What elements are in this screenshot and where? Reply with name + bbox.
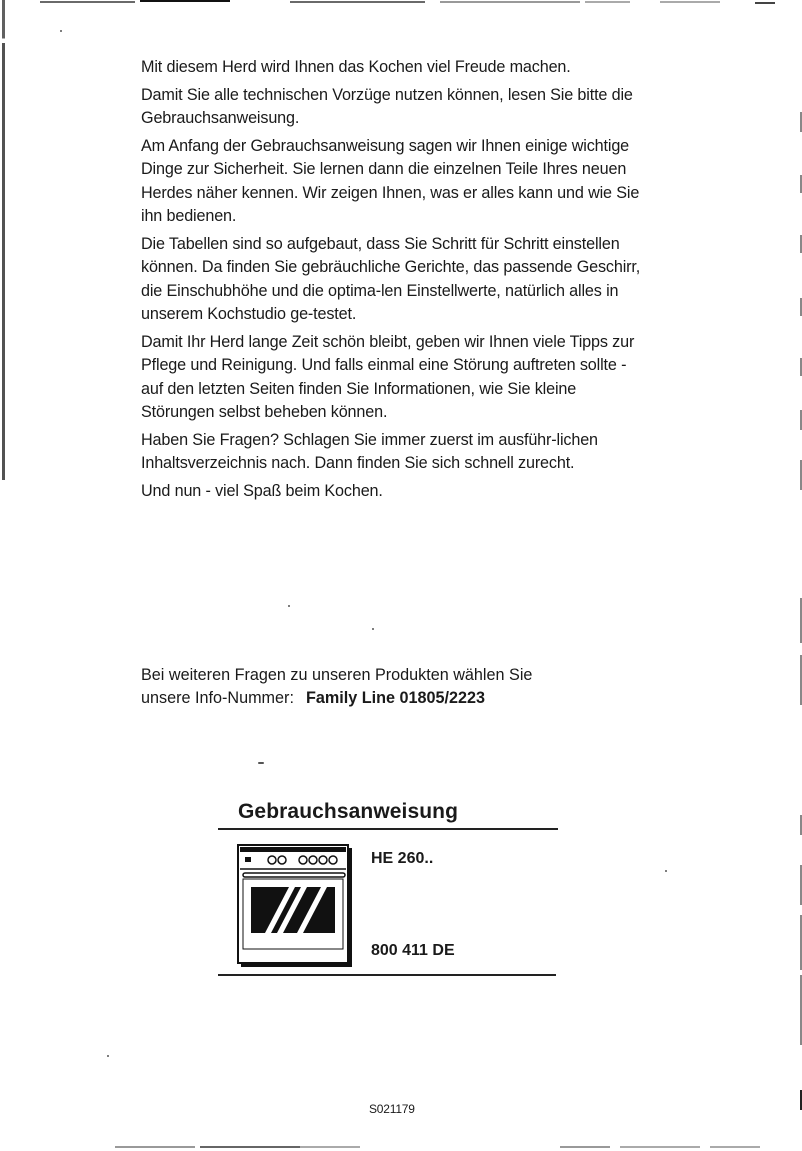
model-number: HE 260.. [371,850,434,867]
intro-paragraph: Und nun - viel Spaß beim Kochen. [141,481,383,500]
info-line-1: Bei weiteren Fragen zu unseren Produkten wählen Sie [141,666,533,684]
intro-paragraph: Damit Sie alle technischen Vorzüge nutzen können, lesen Sie bitte die Gebrauchsanweisung. [141,85,633,127]
intro-paragraph: Die Tabellen sind so aufgebaut, dass Sie Schritt für Schritt einstellen können. Da finden Sie gebräuchliche Gerichte, das passende Geschirr, die Einschubhöhe und die optima-len Einstellwerte, natürlich alles in unserem Kochstudio ge-testet. [141,234,641,323]
info-line-2 [141,687,641,710]
intro-paragraph: Damit Ihr Herd lange Zeit schön bleibt, geben wir Ihnen viele Tipps zur Pflege und Reinigung. Und falls einmal eine Störung auftreten sollte - auf den letzten Seiten finden Sie Informationen, wie Sie kleine Störungen selbst beheben können. [141,332,635,421]
cover-title-block [218,798,558,970]
scan-edge-left [2,0,5,480]
scan-speck [60,30,62,32]
bottom-rule [218,974,556,976]
intro-text [141,56,646,507]
info-label: unsere Info-Nummer: [141,689,294,707]
scan-speck [258,762,264,764]
hotline-number: Family Line 01805/2223 [305,689,486,707]
document-title: Gebrauchsanweisung [238,800,459,823]
intro-paragraph: Haben Sie Fragen? Schlagen Sie immer zuerst im ausführ-lichen Inhaltsverzeichnis nach. Dann finden Sie sich schnell zurecht. [141,430,598,472]
intro-paragraph: Am Anfang der Gebrauchsanweisung sagen wir Ihnen einige wichtige Dinge zur Sicherheit. Sie lernen dann die einzelnen Teile Ihres neuen Herdes näher kennen. Wir zeigen Ihnen, was er alles kann und wie Sie ihn bedienen. [141,136,640,225]
scan-speck [665,870,667,872]
product-row [218,830,558,970]
scan-edge-top [0,0,802,4]
scan-speck [107,1055,109,1057]
scan-speck [372,628,374,630]
page-code: S021179 [369,1102,415,1116]
intro-paragraph: Mit diesem Herd wird Ihnen das Kochen viel Freude machen. [141,58,571,76]
scan-edge-bottom [0,1146,802,1150]
order-number: 800 411 DE [371,942,455,959]
scan-speck [288,605,290,607]
oven-icon [237,844,353,968]
info-hotline-block [141,664,641,710]
